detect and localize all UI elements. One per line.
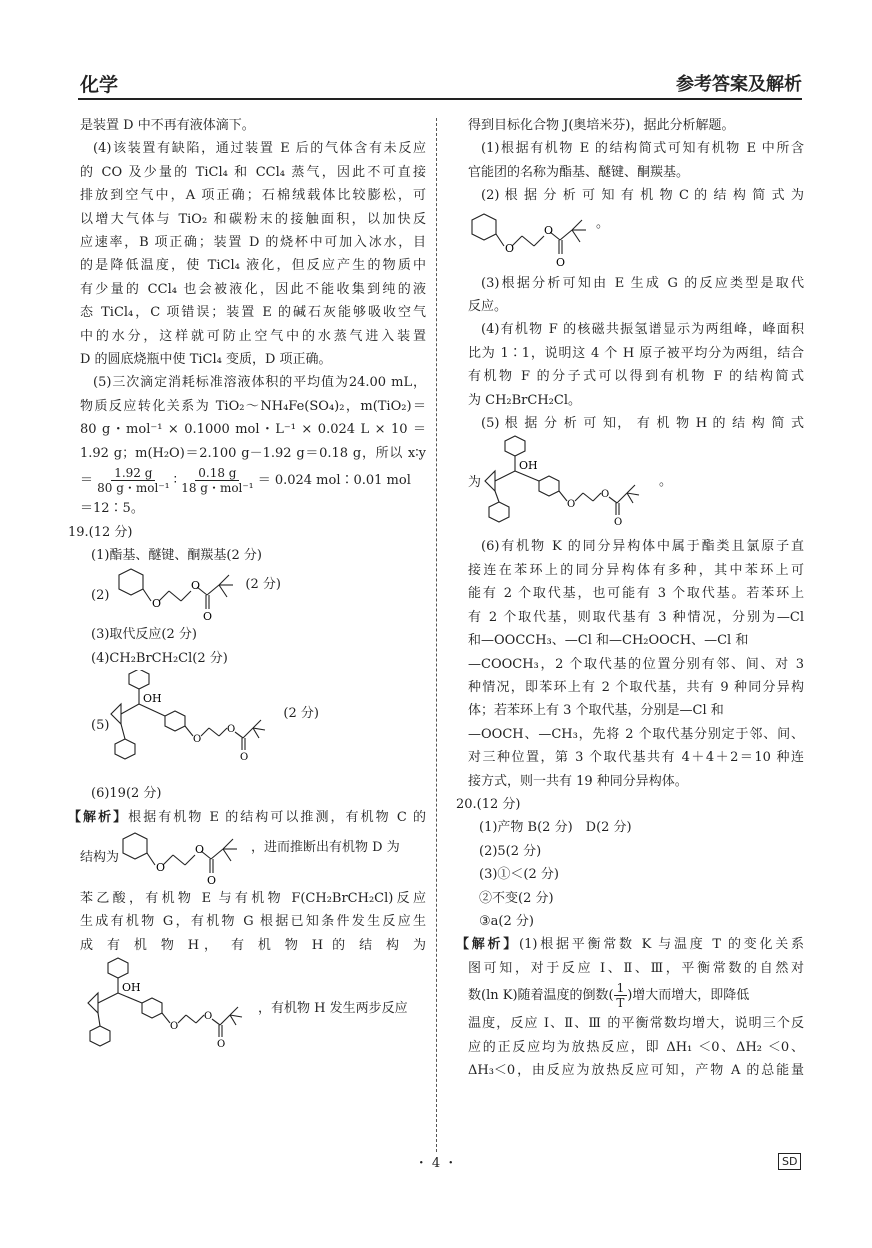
structure-c-diagram: [109, 567, 259, 623]
text-line: 是装置 D 中不再有液体滴下。: [80, 118, 255, 133]
oxygen-label: O: [152, 597, 162, 611]
structure-c-block: O O O 。: [468, 208, 804, 272]
text-line: 有少量的 CCl₄ 也会被液化，因此不能收集到纯的液: [80, 281, 426, 297]
text-line: 种情况，即苯环上有 2 个取代基，共有 9 种同分异构: [468, 679, 804, 695]
text-line: 1.92 g；m(H₂O)＝2.100 g－1.92 g＝0.18 g，所以 x∶y: [80, 445, 426, 461]
text-line: —OOCH、—CH₃，先将 2 个取代基分别定于邻、间、: [468, 726, 804, 742]
text-line: 反应。: [468, 299, 508, 315]
oxygen-label: O: [614, 517, 623, 529]
text-line: D 的圆底烧瓶中使 TiCl₄ 变质，D 项正确。: [80, 352, 332, 368]
text-line: 应的正反应均为放热反应，即 ΔH₁ ＜0、ΔH₂ ＜0、: [468, 1039, 804, 1055]
text-line: 的 CO 及少量的 TiCl₄ 和 CCl₄ 蒸气，因此不可直接: [80, 164, 426, 180]
oxygen-label: O: [544, 223, 554, 237]
text-line: 苯乙酸，有机物 E 与有机物 F(CH₂BrCH₂Cl)反应: [80, 890, 426, 906]
edition-badge: SD: [778, 1153, 801, 1170]
left-column: [68, 114, 426, 1061]
fraction-line: ＝ $\frac{1.92 g}{\text{80 g・mol⁻¹}}$ ∶ $\frac{0.18 g}{\text{18 g・mol⁻¹}}$ ＝ 0.024 mol∶0.01 mol: [80, 466, 411, 496]
answer-line: (2)5(2 分): [479, 843, 542, 859]
fraction: $\frac{1.92 g}{\text{80 g・mol⁻¹}}$: [97, 466, 170, 496]
fraction: $\frac{1}{T}$: [614, 981, 628, 1010]
text-line: (2) 根 据 分 析 可 知 有 机 物 C 的 结 构 简 式 为: [481, 188, 804, 204]
text-line: 为 CH₂BrCH₂Cl。: [468, 392, 581, 408]
text-line: (6)有机物 K 的同分异构体中属于酯类且氯原子直: [481, 539, 804, 555]
answer-line: ③a(2 分): [479, 913, 534, 929]
analysis-line: 【解析】根据有机物 E 的结构可以推测，有机物 C 的: [68, 809, 426, 825]
answer-line: (1)产物 B(2 分) D(2 分): [479, 820, 632, 836]
structure-c-diagram: [119, 829, 251, 887]
text-line: 图可知，对于反应 Ⅰ、Ⅱ、Ⅲ，平衡常数的自然对: [468, 960, 804, 976]
structure-h-diagram: [109, 670, 289, 782]
text-line: 以增大气体与 TiO₂ 和碳粉末的接触面积，以加快反: [80, 211, 426, 227]
text-line: 得到目标化合物 J(奥培米芬)，据此分析解题。: [468, 118, 735, 133]
analysis-line: 【解析】(1)根据平衡常数 K 与温度 T 的变化关系: [456, 937, 804, 953]
oxygen-label: O: [203, 610, 213, 624]
answer-structure-h: (5) OH O O O (2 分): [80, 670, 426, 782]
answer-line: ②不变(2 分): [479, 890, 554, 906]
oxygen-label: O: [191, 579, 201, 593]
oxygen-label: O: [227, 724, 236, 736]
oxygen-label: O: [556, 255, 566, 269]
fraction-line: 数(ln K)随着温度的倒数( $\frac{1}{T}$ )增大而增大，即降低: [468, 981, 750, 1011]
oxygen-label: O: [195, 842, 205, 856]
header-title: 参考答案及解析: [676, 74, 802, 95]
structure-h-block: 为 OH O O O 。: [468, 435, 804, 535]
text-line: (1)根据有机物 E 的结构简式可知有机物 E 中所含: [481, 141, 804, 157]
text-line: 对三种位置，第 3 个取代基共有 4＋4＋2＝10 种连: [468, 750, 804, 766]
answer-line: (3)取代反应(2 分): [91, 627, 197, 643]
text-line: 比为 1∶1，说明这 4 个 H 原子被平均分为两组，结合: [468, 345, 804, 361]
text-line: 物质反应转化关系为 TiO₂～NH₄Fe(SO₄)₂，m(TiO₂)＝: [80, 398, 426, 414]
hydroxyl-label: OH: [143, 692, 163, 706]
question-number: 20.(12 分): [456, 796, 521, 812]
header-rule: [78, 98, 802, 100]
text-line: 中的水分，这样就可防止空气中的水蒸气进入装置: [80, 328, 426, 344]
text-line: 排放到空气中，A 项正确；石棉绒载体比较膨松，可: [80, 188, 426, 204]
column-divider: [436, 118, 437, 1152]
text-line: 有机物 F 的分子式可以得到有机物 F 的结构简式: [468, 369, 804, 385]
text-line: 温度，反应 Ⅰ、Ⅱ、Ⅲ 的平衡常数均增大，说明三个反: [468, 1016, 804, 1032]
fraction: $\frac{0.18 g}{\text{18 g・mol⁻¹}}$: [181, 466, 254, 496]
answer-line: (6)19(2 分): [91, 786, 162, 802]
question-number: 19.(12 分): [68, 524, 133, 540]
text-line: 生成有机物 G，有机物 G 根据已知条件发生反应生: [80, 914, 426, 930]
text-line: (4)该装置有缺陷，通过装置 E 后的气体含有未反应: [93, 141, 426, 157]
hydroxyl-label: OH: [519, 459, 538, 473]
analysis-structure-c: 结构为 O O O ，进而推断出有机物 D 为: [80, 829, 426, 887]
subject-label: 化学: [80, 74, 119, 96]
text-line: (4)有机物 F 的核磁共振氢谱显示为两组峰，峰面积: [481, 322, 804, 338]
text-line: 接连在苯环上的同分异构体有多种，其中苯环上可: [468, 562, 804, 578]
structure-h-diagram: [80, 957, 258, 1061]
oxygen-label: O: [505, 241, 515, 255]
text-line: ＝12∶5。: [80, 501, 144, 517]
answer-line: (3)①＜(2 分): [479, 867, 559, 883]
answer-structure-c: (2) O O O (2 分): [80, 567, 426, 623]
text-line: 的是降低温度，使 TiCl₄ 液化，但反应产生的物质中: [80, 258, 426, 274]
text-line: —COOCH₃，2 个取代基的位置分别有邻、间、对 3: [468, 656, 804, 672]
structure-h-diagram: [481, 435, 659, 535]
text-line: (5)三次滴定消耗标准溶液体积的平均值为24.00 mL，: [93, 375, 426, 391]
answer-line: (1)酯基、醚键、酮羰基(2 分): [91, 547, 262, 563]
oxygen-label: O: [567, 499, 576, 511]
oxygen-label: O: [207, 873, 217, 887]
text-line: 官能团的名称为酯基、醚键、酮羰基。: [468, 164, 690, 180]
oxygen-label: O: [240, 752, 249, 764]
text-line: (3)根据分析可知由 E 生成 G 的反应类型是取代: [481, 275, 804, 291]
text-line: 成 有 机 物 H， 有 机 物 H 的 结 构 为: [80, 937, 426, 953]
text-line: 接方式，则一共有 19 种同分异构体。: [468, 773, 688, 789]
oxygen-label: O: [217, 1039, 226, 1051]
right-column: [456, 114, 804, 1082]
text-line: 体；若苯环上有 3 个取代基，分别是—Cl 和: [468, 703, 724, 719]
text-line: ΔH₃＜0，由反应为放热反应可知，产物 A 的总能量: [468, 1063, 804, 1078]
oxygen-label: O: [601, 489, 610, 501]
hydroxyl-label: OH: [122, 981, 141, 995]
answer-line: (4)CH₂BrCH₂Cl(2 分): [91, 650, 228, 666]
oxygen-label: O: [170, 1021, 179, 1033]
text-line: 有 2 个取代基，则取代基有 3 种情况，分别为—Cl: [468, 609, 804, 625]
text-line: 和—OOCCH₃、—Cl 和—CH₂OOCH、—Cl 和: [468, 633, 749, 649]
oxygen-label: O: [156, 860, 166, 874]
text-line: 能有 2 个取代基，也可能有 3 个取代基。若苯环上: [468, 586, 804, 602]
text-line: (5) 根 据 分 析 可 知， 有 机 物 H 的 结 构 简 式: [481, 416, 804, 432]
oxygen-label: O: [204, 1011, 213, 1023]
text-line: 80 g・mol⁻¹ × 0.1000 mol・L⁻¹ × 0.024 L × 10 ＝: [80, 422, 426, 438]
page-header: [80, 70, 802, 98]
analysis-structure-h: OH O O O ，有机物 H 发生两步反应: [80, 957, 426, 1061]
page-number: ・ 4 ・: [414, 1156, 458, 1171]
text-line: 态 TiCl₄，C 项错误；装置 E 的碱石灰能够吸收空气: [80, 305, 426, 321]
text-line: 应速率，B 项正确；装置 D 的烧杯中可加入冰水，目: [80, 235, 426, 251]
oxygen-label: O: [193, 734, 202, 746]
